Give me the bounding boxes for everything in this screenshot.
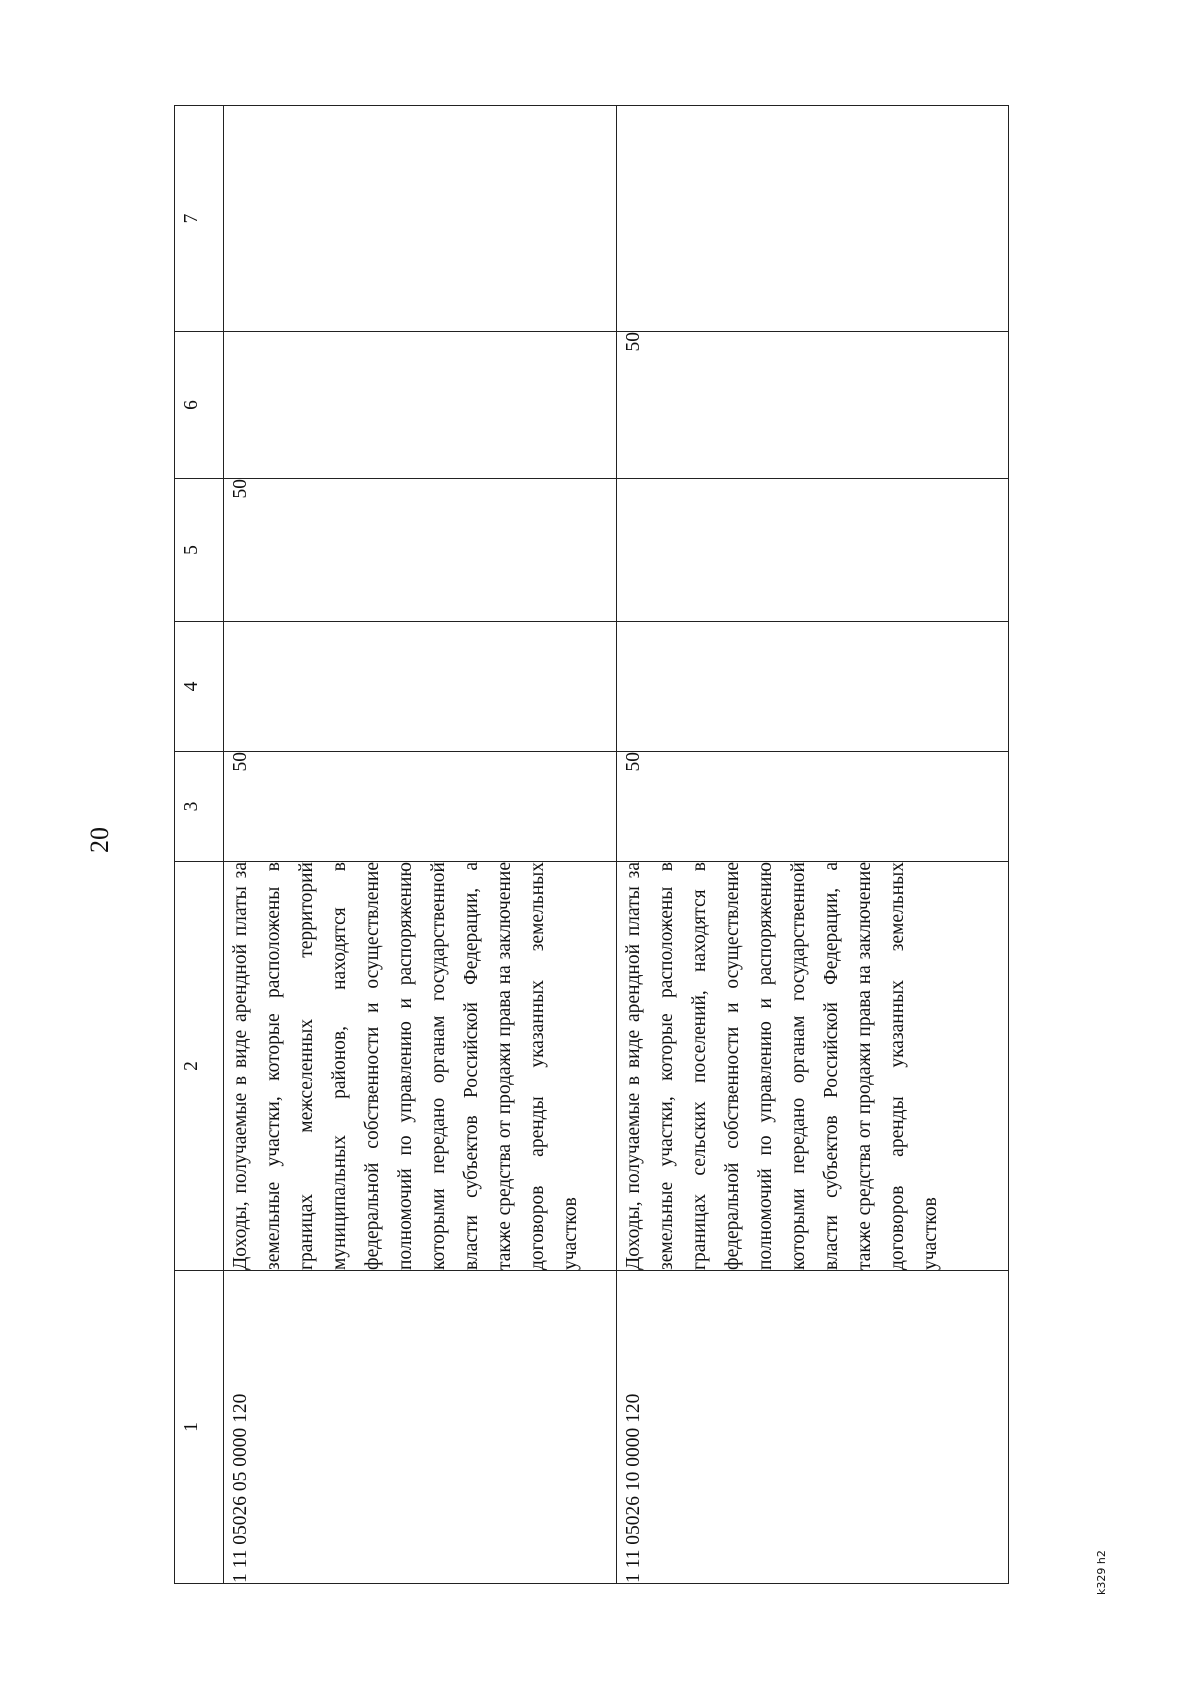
value-cell-col3: 50 xyxy=(224,752,617,862)
value-cell-col4 xyxy=(617,622,1009,752)
description-cell: Доходы, получаемые в виде арендной платы за земельные участки, которые расположены в границах сельских поселений, находятся в федеральной собственности и осуществление полномочий по управлению и распоряжению которыми передано органам государственной власти субъектов Российской Федерации, а также средства от продажи права на заключение договоров аренды указанных земельных участков xyxy=(617,862,1009,1271)
value-cell-col7 xyxy=(224,106,617,332)
value-cell-col3: 50 xyxy=(617,752,1009,862)
column-number: 5 xyxy=(175,479,224,622)
budget-code-cell: 1 11 05026 10 0000 120 xyxy=(617,1271,1009,1584)
table-row xyxy=(617,106,1009,1584)
table-row xyxy=(224,106,617,1584)
page-number: 20 xyxy=(85,827,114,853)
column-number: 3 xyxy=(175,752,224,862)
budget-code-cell: 1 11 05026 05 0000 120 xyxy=(224,1271,617,1584)
value-cell-col5: 50 xyxy=(224,479,617,622)
column-number: 6 xyxy=(175,332,224,479)
value-cell-col6: 50 xyxy=(617,332,1009,479)
description-cell: Доходы, получаемые в виде арендной платы за земельные участки, которые расположены в границах межселенных территорий муниципальных районов, находятся в федеральной собственности и осуществление полномочий по управлению и распоряжению которыми передано органам государственной власти субъектов Российской Федерации, а также средства от продажи права на заключение договоров аренды указанных земельных участков xyxy=(224,862,617,1271)
footer-document-code: k329 h2 xyxy=(1095,1550,1108,1595)
value-cell-col4 xyxy=(224,622,617,752)
value-cell-col5 xyxy=(617,479,1009,622)
value-cell-col7 xyxy=(617,106,1009,332)
column-number: 7 xyxy=(175,106,224,332)
revenue-table xyxy=(174,105,1009,1584)
column-number-row xyxy=(175,106,224,1584)
revenue-table-container xyxy=(174,106,1007,1584)
value-cell-col6 xyxy=(224,332,617,479)
column-number: 2 xyxy=(175,862,224,1271)
column-number: 1 xyxy=(175,1271,224,1584)
column-number: 4 xyxy=(175,622,224,752)
